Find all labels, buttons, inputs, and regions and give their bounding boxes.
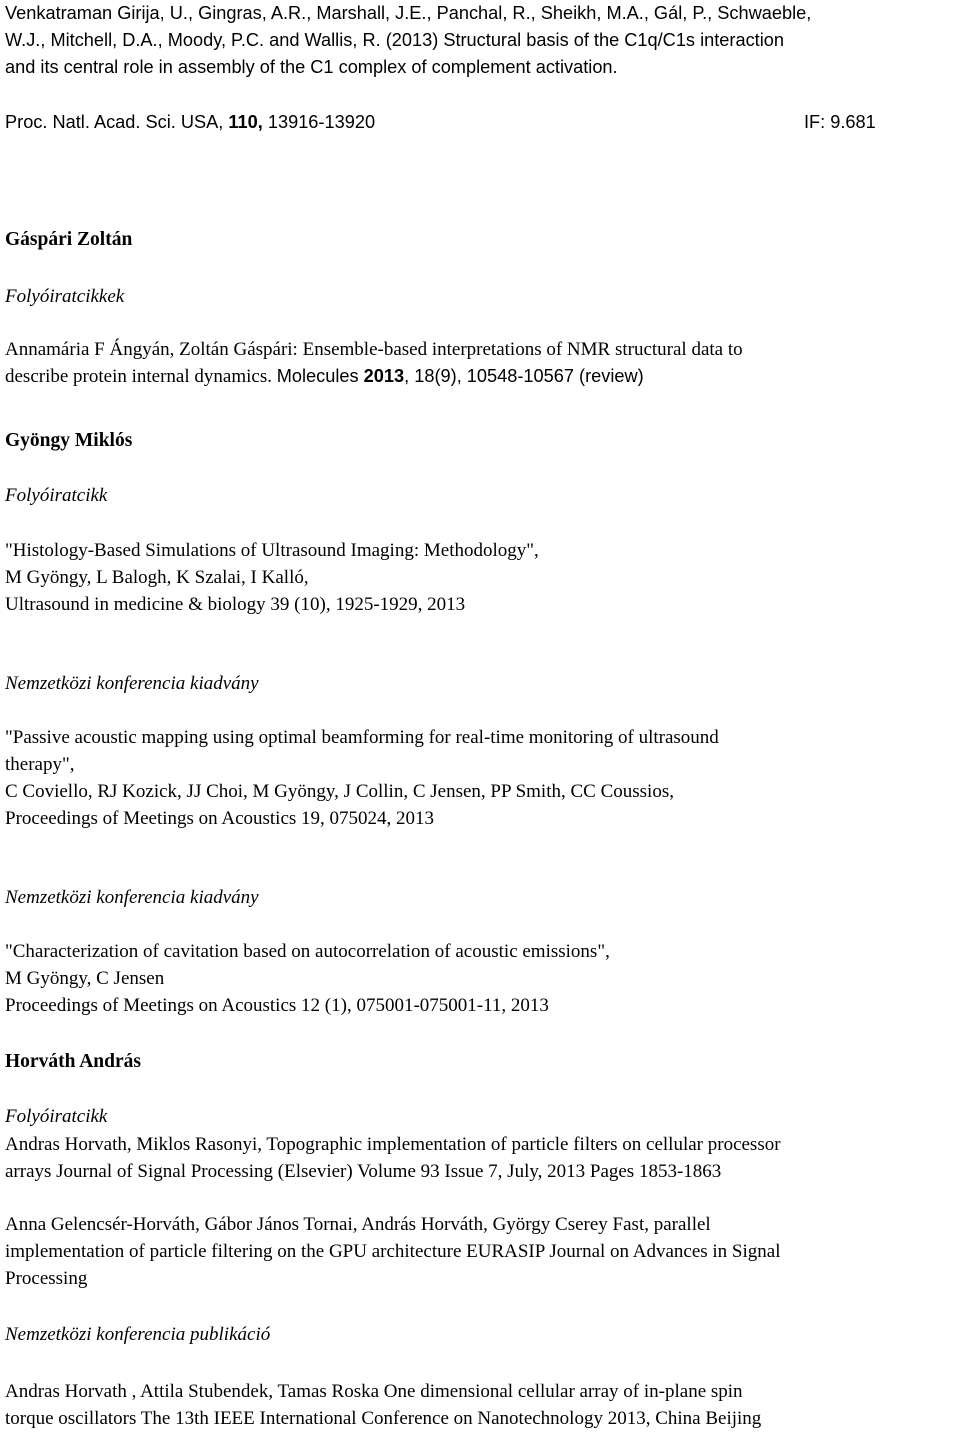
entry-line: Andras Horvath, Miklos Rasonyi, Topographic implementation of particle filters on cellular processor (5, 1134, 781, 1155)
prev-entry (5, 0, 960, 81)
journal-details: , 18(9), 10548-10567 (review) (404, 366, 644, 386)
publication-entry (5, 336, 960, 390)
entry-line: C Coviello, RJ Kozick, JJ Choi, M Gyöngy, J Collin, C Jensen, PP Smith, CC Coussios, (5, 781, 674, 802)
impact-factor: IF: 9.681 (804, 112, 876, 132)
publication-entry (5, 724, 960, 832)
entry-line: "Characterization of cavitation based on autocorrelation of acoustic emissions", (5, 941, 610, 962)
person-name: Gáspári Zoltán (5, 229, 133, 250)
entry-line: Andras Horvath , Attila Stubendek, Tamas Roska One dimensional cellular array of in-plane spin (5, 1381, 743, 1402)
entry-line: M Gyöngy, C Jensen (5, 968, 165, 989)
entry-line: arrays Journal of Signal Processing (Elsevier) Volume 93 Issue 7, July, 2013 Pages 1853-1863 (5, 1161, 722, 1182)
category-label: Nemzetközi konferencia kiadvány (5, 887, 259, 908)
section-gyongy-miklos (5, 427, 960, 454)
journal-year: 2013 (363, 366, 405, 386)
entry-line: implementation of particle filtering on the GPU architecture EURASIP Journal on Advances in Signal (5, 1241, 781, 1262)
publication-entry (5, 1131, 960, 1185)
entry-line: therapy", (5, 754, 75, 775)
entry-line: "Histology-Based Simulations of Ultrasound Imaging: Methodology", (5, 540, 539, 561)
entry-line: torque oscillators The 13th IEEE International Conference on Nanotechnology 2013, China Beijing (5, 1408, 762, 1429)
journal-name: Molecules (276, 366, 364, 386)
entry-line: Proceedings of Meetings on Acoustics 19, 075024, 2013 (5, 808, 435, 829)
person-name: Horváth András (5, 1051, 141, 1072)
publication-entry (5, 1211, 960, 1292)
prev-entry-line: and its central role in assembly of the C1 complex of complement activation. (5, 57, 618, 77)
entry-line: Annamária F Ángyán, Zoltán Gáspári: Ensemble-based interpretations of NMR structural data to (5, 339, 743, 360)
category-label: Folyóiratcikk (5, 1106, 108, 1127)
entry-line: describe protein internal dynamics. Molecules 2013, 18(9), 10548-10567 (review) (5, 366, 644, 387)
category-label: Nemzetközi konferencia kiadvány (5, 673, 259, 694)
section-horvath-andras (5, 1048, 960, 1075)
entry-line: Ultrasound in medicine & biology 39 (10), 1925-1929, 2013 (5, 594, 466, 615)
publication-entry (5, 537, 960, 618)
journal-pages: 13916-13920 (262, 112, 376, 132)
section-gaspari-zoltan (5, 226, 960, 253)
entry-line: "Passive acoustic mapping using optimal beamforming for real-time monitoring of ultrasound (5, 727, 719, 748)
person-name: Gyöngy Miklós (5, 430, 133, 451)
journal-volume: 110, (228, 112, 263, 132)
publication-entry (5, 938, 960, 1019)
prev-entry-citation (5, 109, 960, 136)
category-label: Folyóiratcikkek (5, 286, 125, 307)
prev-entry-line: W.J., Mitchell, D.A., Moody, P.C. and Wallis, R. (2013) Structural basis of the C1q/C1s interaction (5, 30, 784, 50)
category-label: Folyóiratcikk (5, 485, 108, 506)
entry-line: M Gyöngy, L Balogh, K Szalai, I Kalló, (5, 567, 309, 588)
entry-line: Processing (5, 1268, 88, 1289)
entry-line: Anna Gelencsér-Horváth, Gábor János Tornai, András Horváth, György Cserey Fast, parallel (5, 1214, 711, 1235)
entry-line: Proceedings of Meetings on Acoustics 12 (1), 075001-075001-11, 2013 (5, 995, 549, 1016)
publication-entry (5, 1378, 960, 1432)
prev-entry-line: Venkatraman Girija, U., Gingras, A.R., Marshall, J.E., Panchal, R., Sheikh, M.A., Gál, P., Schwaeble, (5, 3, 812, 23)
category-label: Nemzetközi konferencia publikáció (5, 1324, 271, 1345)
journal-name: Proc. Natl. Acad. Sci. USA, (5, 112, 229, 132)
